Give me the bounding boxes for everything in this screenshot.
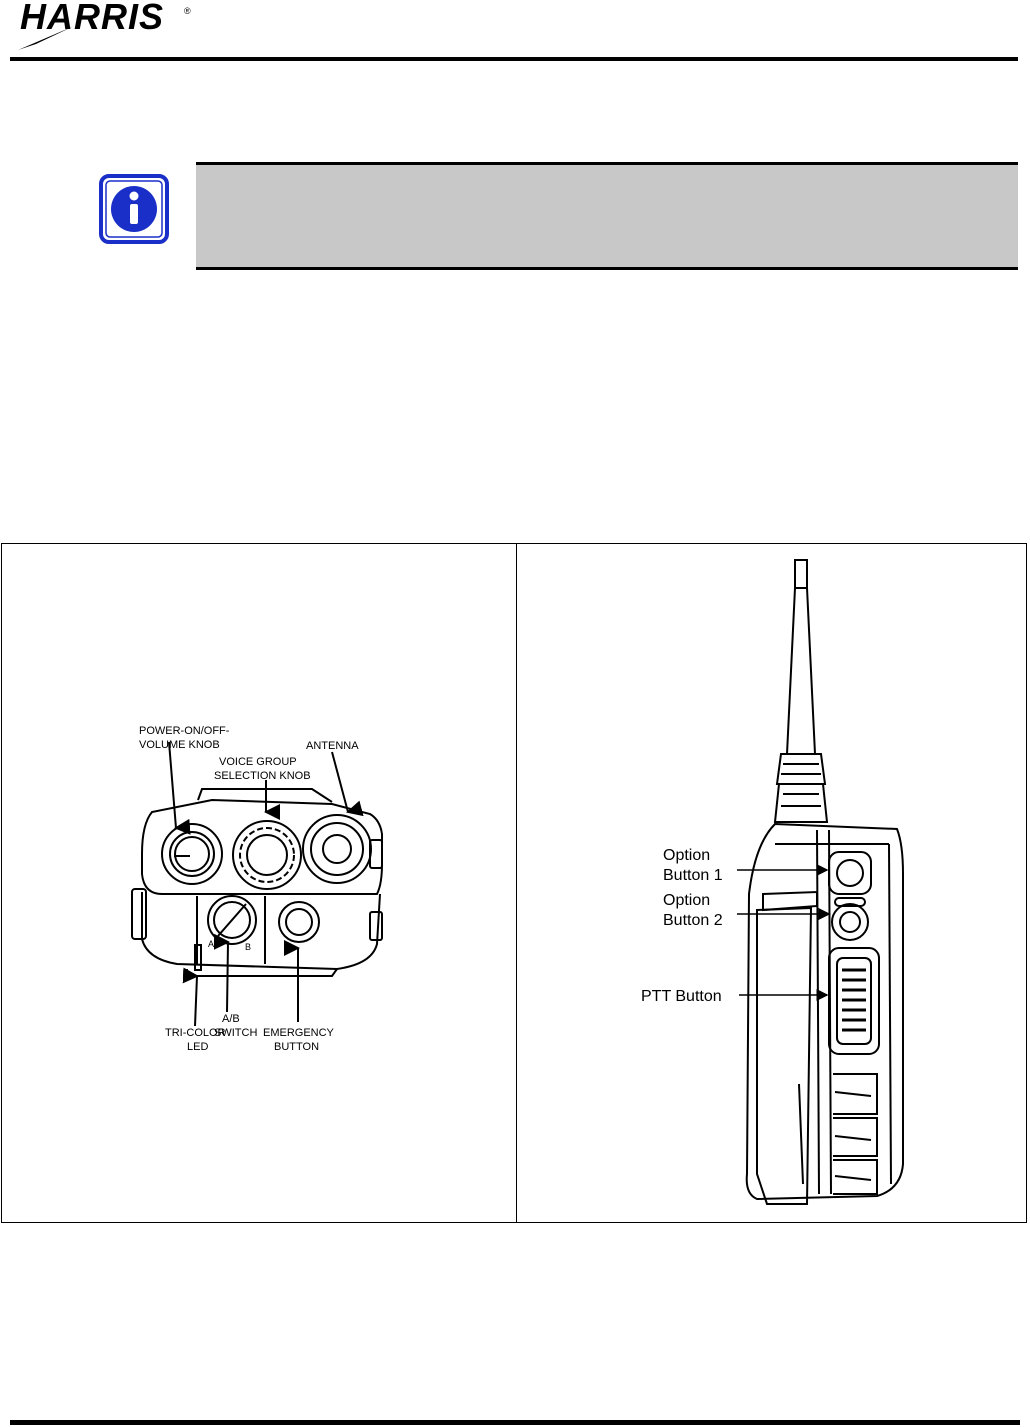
label-switch-b: B bbox=[245, 942, 252, 952]
figure-table bbox=[1, 543, 1027, 1223]
logo-swoosh-icon bbox=[16, 26, 76, 52]
label-emerg-line2: BUTTON bbox=[274, 1041, 320, 1053]
label-option1-line2: Button 1 bbox=[663, 867, 723, 884]
label-switch-a: A bbox=[208, 939, 215, 949]
label-option1-line1: Option bbox=[663, 847, 711, 864]
label-ab-line1: A/B bbox=[222, 1013, 240, 1025]
harris-logo bbox=[8, 0, 198, 52]
label-emerg-line1: EMERGENCY bbox=[263, 1027, 334, 1039]
radio-top-view-drawing bbox=[2, 544, 516, 1222]
note-box bbox=[196, 162, 1018, 270]
header-rule bbox=[10, 57, 1018, 61]
info-icon bbox=[98, 173, 170, 245]
label-antenna: ANTENNA bbox=[306, 740, 359, 752]
logo-text: HARRIS bbox=[20, 0, 165, 37]
radio-side-view-drawing bbox=[517, 544, 1026, 1222]
label-voice-line1: VOICE GROUP bbox=[219, 756, 297, 768]
label-tri-line1: TRI-COLOR bbox=[165, 1027, 226, 1039]
logo-registered-mark: ® bbox=[184, 6, 191, 16]
label-voice-line2: SELECTION KNOB bbox=[214, 770, 311, 782]
label-option2-line1: Option bbox=[663, 892, 711, 909]
footer-rule bbox=[10, 1420, 1020, 1425]
radio-side-view-cell bbox=[517, 544, 1026, 1222]
label-ptt: PTT Button bbox=[641, 988, 722, 1005]
label-ab-line2: SWITCH bbox=[214, 1027, 258, 1039]
label-option2-line2: Button 2 bbox=[663, 912, 723, 929]
radio-top-view-cell bbox=[2, 544, 516, 1222]
label-power-line1: POWER-ON/OFF- bbox=[139, 725, 230, 737]
label-tri-line2: LED bbox=[187, 1041, 209, 1053]
label-power-line2: VOLUME KNOB bbox=[139, 739, 220, 751]
